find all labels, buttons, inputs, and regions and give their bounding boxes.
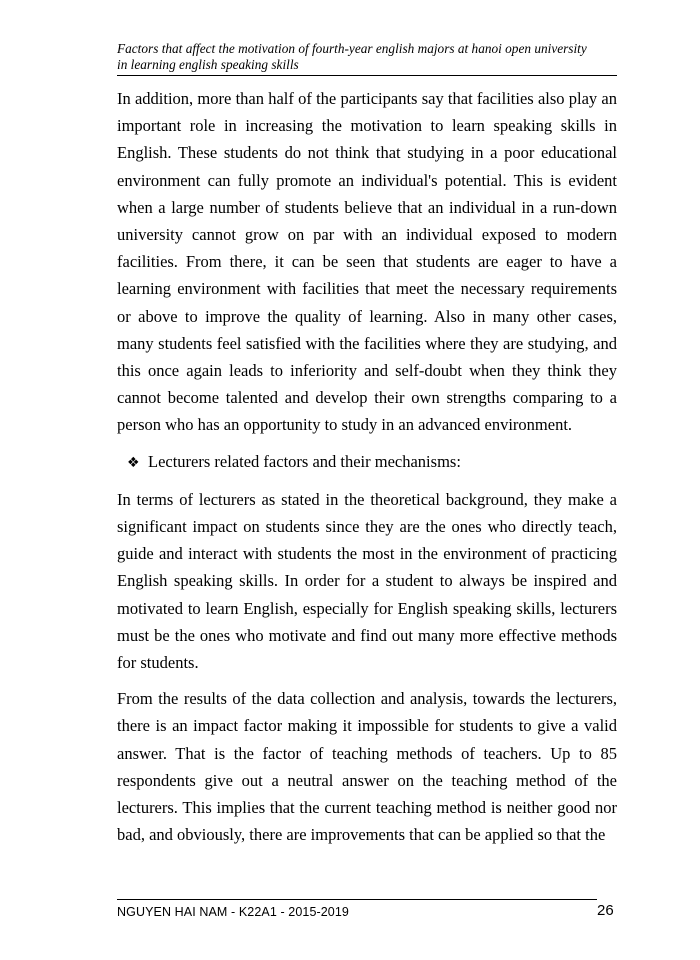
paragraph-facilities: In addition, more than half of the participants say that facilities also play an important role in increasing the motivation to learn speaking skills in English. These students do not think that studying in a poor educational environment can fully promote an individual's potential. This is evident when a large number of students believe that an individual in a run-down university cannot grow on par with an individual exposed to modern facilities. From there, it can be seen that students are eager to have a learning environment with facilities that meet the necessary requirements or above to improve the quality of learning. Also in many other cases, many students feel satisfied with the facilities where they are studying, and this once again leads to inferiority and self-doubt when they think they cannot become talented and develop their own strengths comparing to a person who has an opportunity to study in an advanced environment. <box>117 89 617 435</box>
body-text <box>117 85 617 848</box>
header-line-1: Factors that affect the motivation of fourth-year english majors at hanoi open university <box>117 41 587 56</box>
diamond-bullet-icon: ❖ <box>127 454 140 471</box>
footer-divider <box>117 899 597 900</box>
bullet-heading-lecturers <box>117 448 617 477</box>
header-line-2: in learning english speaking skills <box>117 57 299 72</box>
footer-author: NGUYEN HAI NAM - K22A1 - 2015-2019 <box>117 905 349 919</box>
page-number: 26 <box>597 902 614 919</box>
paragraph-results: From the results of the data collection and analysis, towards the lecturers, there is an impact factor making it impossible for students to give a valid answer. That is the factor of teaching methods of teachers. Up to 85 respondents give out a neutral answer on the teaching method of the lecturers. This implies that the current teaching method is neither good nor bad, and obviously, there are improvements that can be applied so that the <box>117 689 617 845</box>
running-header <box>117 41 617 76</box>
bullet-heading-text: Lecturers related factors and their mechanisms: <box>148 451 461 471</box>
paragraph-lecturers: In terms of lecturers as stated in the theoretical background, they make a significant impact on students since they are the ones who directly teach, guide and interact with students the most in the environment of practicing English speaking skills. In order for a student to always be inspired and motivated to learn English, especially for English speaking skills, lecturers must be the ones who motivate and find out many more effective methods for students. <box>117 489 617 673</box>
